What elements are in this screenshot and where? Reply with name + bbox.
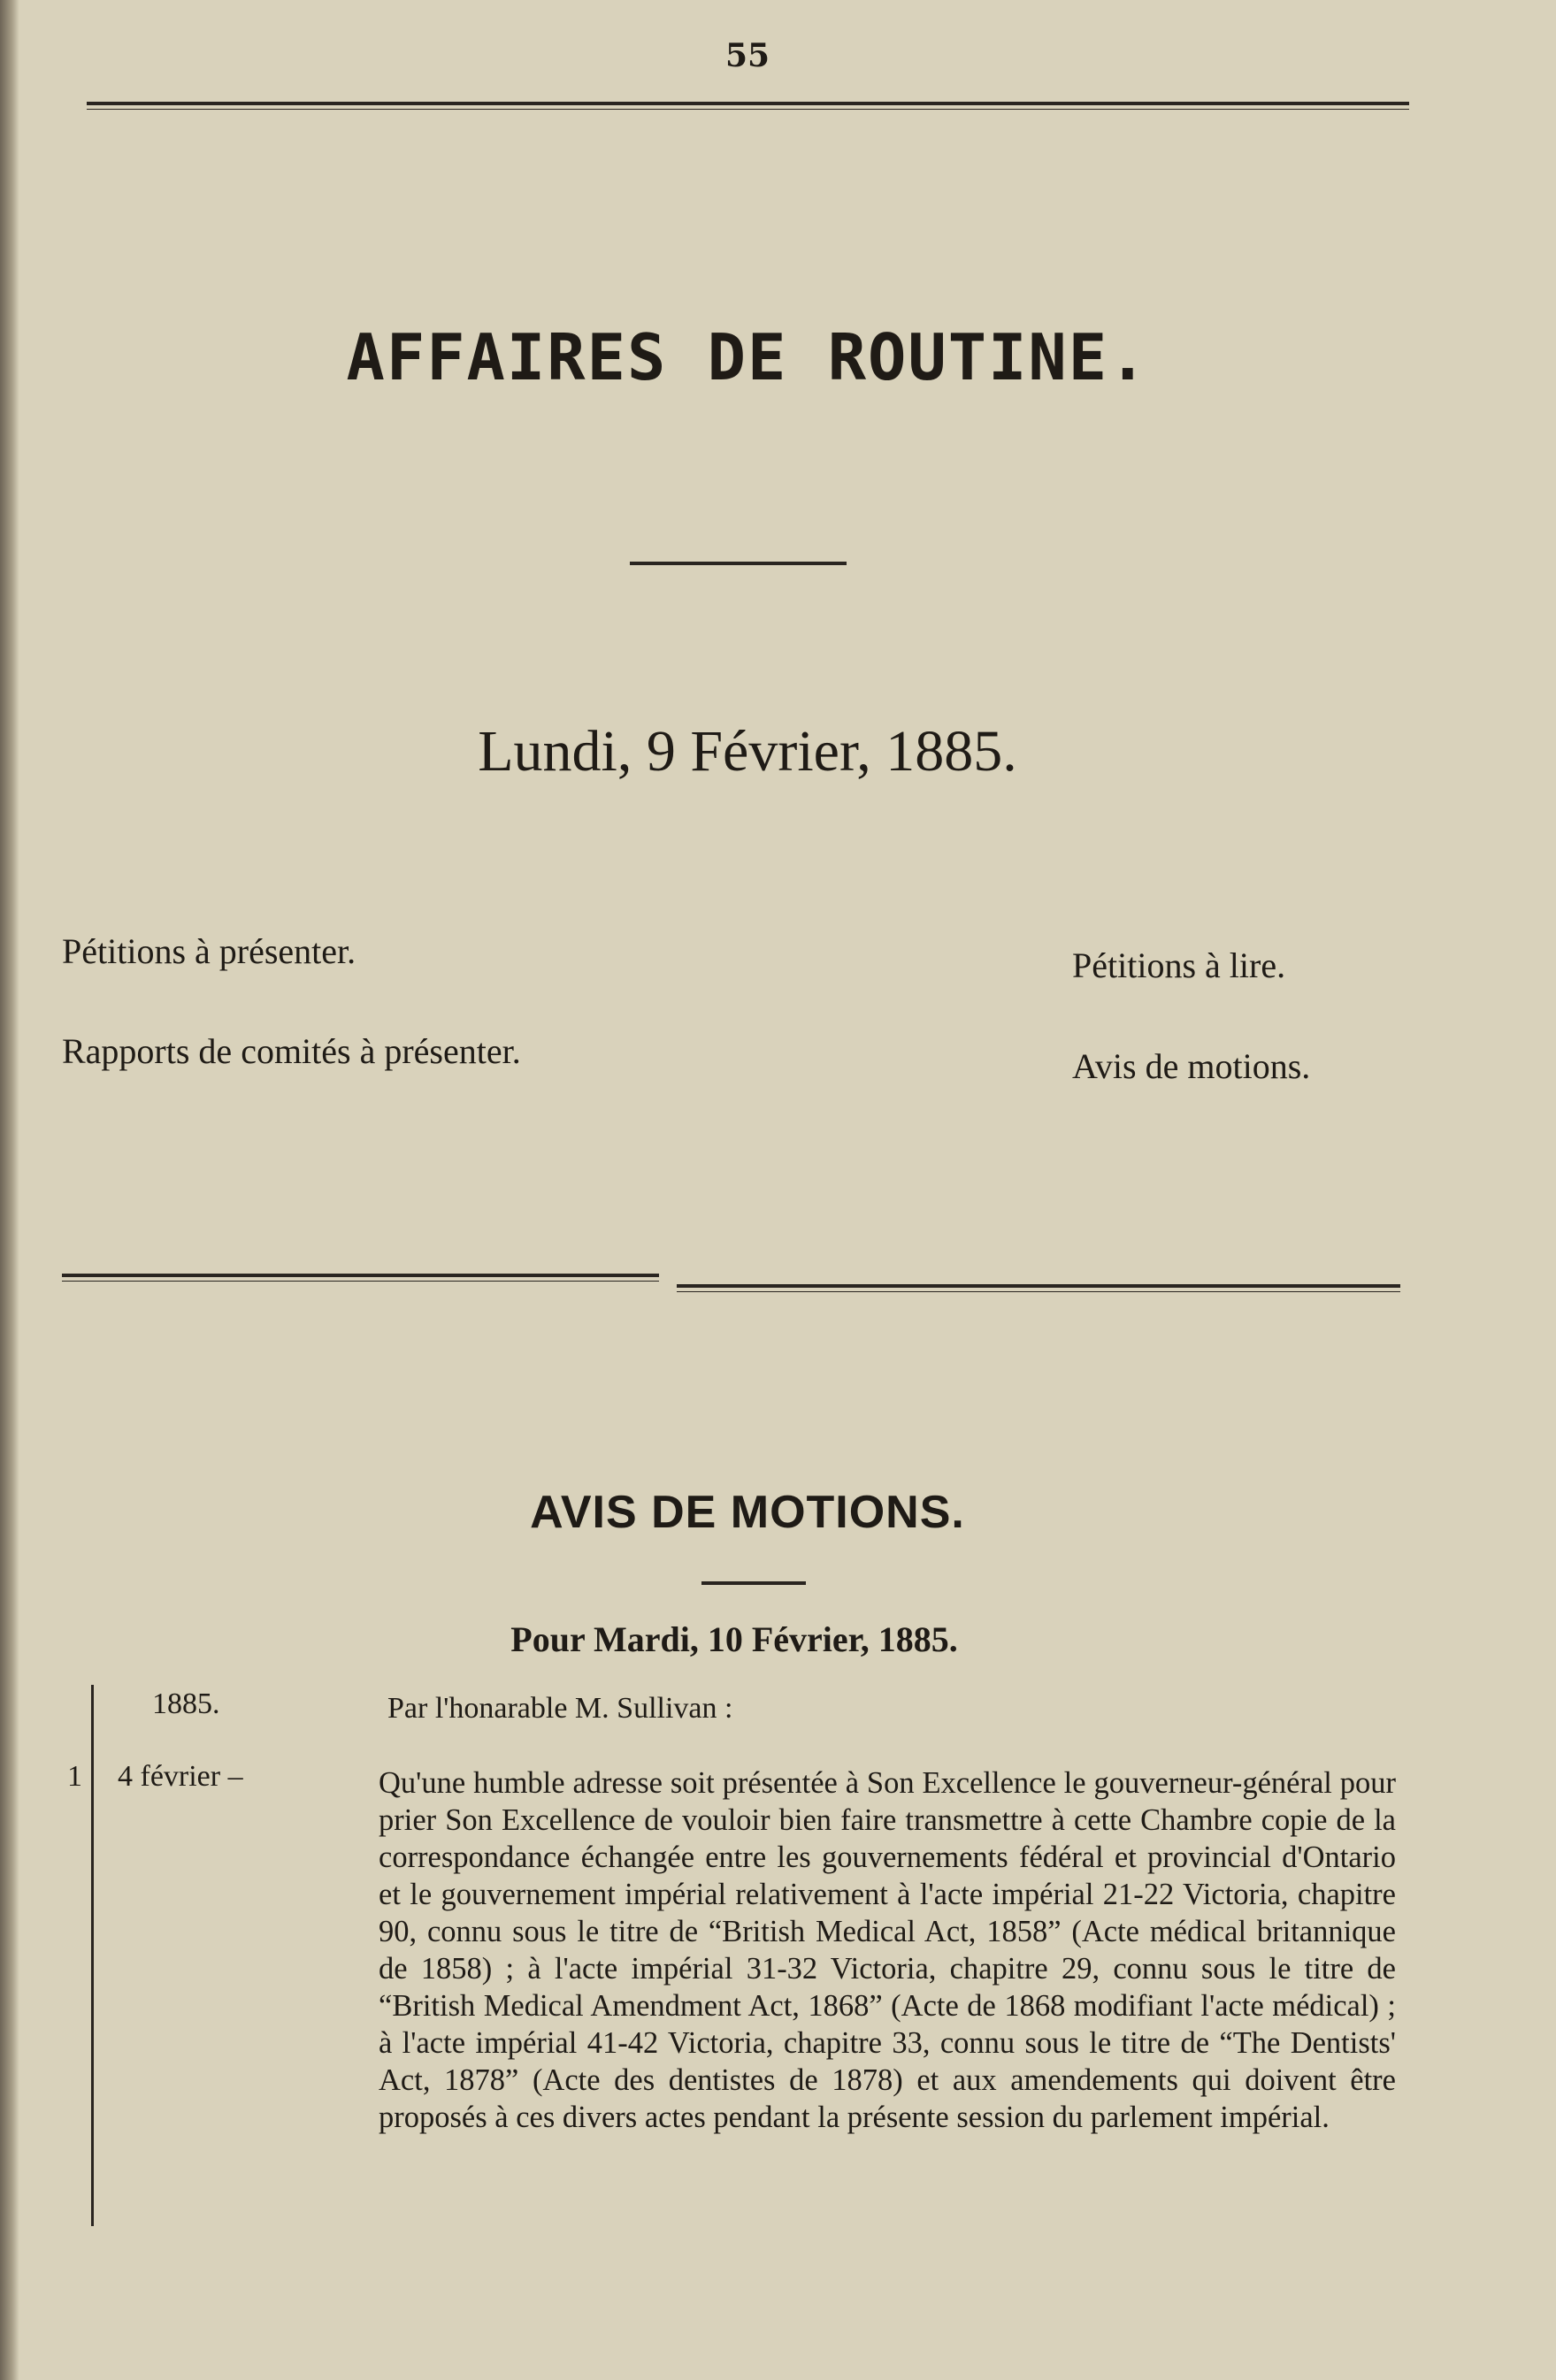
notices-title: AVIS DE MOTIONS. — [530, 1487, 965, 1538]
motion-text: Qu'une humble adresse soit présentée à Son Excellence le gouverneur-général pour prier Son Excellence de vouloir bien faire transmettre à cette Chambre copie de la correspondance échangée entre les gouvernements fédéral et provincial d'Ontario et le gouvernement impérial relativement à l'acte impérial 21-22 Victoria, chapitre 90, connu sous le titre de “British Medical Act, 1858” (Acte médical britannique de 1858) ; à l'acte impérial 31-32 Victoria, chapitre 29, connu sous le titre de “British Medical Amendment Act, 1868” (Acte de 1868 modifiant l'acte médical) ; à l'acte impérial 41-42 Victoria, chapitre 33, connu sous le titre de “The Dentists' Act, 1878” (Acte des dentistes de 1878) et aux amendements qui doivent être proposés à ces divers actes pendant la présente session du parlement impérial. — [379, 1766, 1396, 2134]
margin-vertical-rule — [91, 1685, 94, 2226]
motion-number: 1 — [67, 1760, 82, 1793]
mover-line: Par l'honarable M. Sullivan : — [387, 1692, 733, 1725]
top-double-rule — [87, 102, 1409, 110]
routine-item-petitions-present: Pétitions à présenter. — [62, 931, 356, 971]
title-underline — [630, 562, 847, 565]
year-label: 1885. — [152, 1687, 220, 1720]
page-title: AFFAIRES DE ROUTINE. — [346, 320, 1149, 394]
motion-date: 4 février – — [118, 1760, 243, 1793]
page-number: 55 — [724, 37, 770, 74]
notices-subtitle: Pour Mardi, 10 Février, 1885. — [510, 1619, 958, 1659]
routine-item-committee-reports: Rapports de comités à présenter. — [62, 1031, 521, 1071]
middle-rule-right — [677, 1284, 1400, 1292]
routine-item-notices-of-motion: Avis de motions. — [1072, 1046, 1311, 1086]
routine-item-petitions-read: Pétitions à lire. — [1072, 945, 1286, 985]
notices-title-underline — [701, 1581, 806, 1585]
sitting-date: Lundi, 9 Février, 1885. — [478, 719, 1017, 784]
middle-rule-left — [62, 1274, 659, 1282]
